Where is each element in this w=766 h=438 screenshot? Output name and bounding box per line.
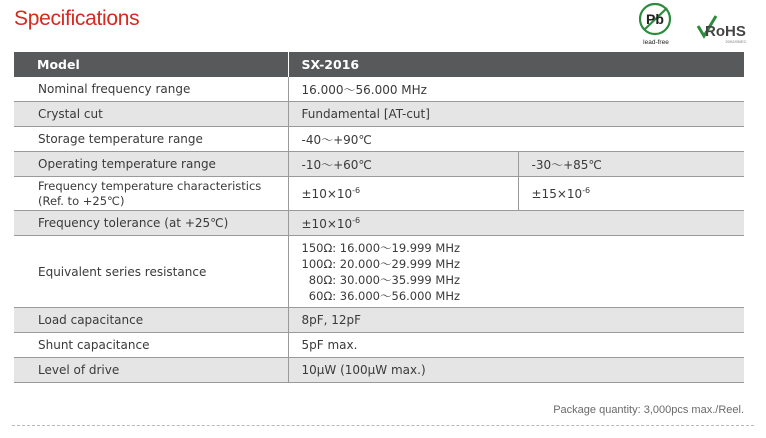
table-row (14, 152, 744, 177)
package-quantity-note: Package quantity: 3,000pcs max./Reel. (553, 404, 744, 416)
row-value: Fundamental [AT-cut] (288, 102, 744, 127)
pb-logo-caption: lead-free (643, 39, 669, 46)
table-row (14, 77, 744, 102)
row-label: Operating temperature range (14, 152, 288, 177)
row-value: 16.000～56.000 MHz (288, 77, 744, 102)
row-label-line: Frequency temperature characteristics (38, 178, 262, 193)
value-base: ±15×10 (531, 187, 583, 201)
row-label: Shunt capacitance (14, 333, 288, 358)
certification-logos (632, 2, 762, 46)
row-label: Nominal frequency range (14, 77, 288, 102)
row-value: 10μW (100μW max.) (288, 358, 744, 383)
row-label-line: (Ref. to +25℃) (38, 193, 125, 208)
row-value (288, 211, 744, 236)
table-row (14, 333, 744, 358)
table-row (14, 211, 744, 236)
row-value-alt (518, 177, 744, 211)
specifications-table (14, 52, 744, 383)
value-base: ±10×10 (301, 187, 353, 201)
table-row (14, 127, 744, 152)
page-title: Specifications (14, 7, 140, 30)
row-label: Level of drive (14, 358, 288, 383)
row-label: Storage temperature range (14, 127, 288, 152)
row-value: 8pF, 12pF (288, 308, 744, 333)
lead-free-icon (636, 2, 676, 46)
header-model-value: SX-2016 (288, 52, 744, 77)
row-label (14, 177, 288, 211)
table-row (14, 308, 744, 333)
row-value (288, 177, 518, 211)
value-exponent: -6 (352, 186, 361, 195)
value-exponent: -6 (352, 215, 361, 225)
esr-line: 80Ω: 30.000～35.999 MHz (301, 272, 461, 287)
esr-line: 60Ω: 36.000～56.000 MHz (301, 288, 461, 303)
esr-line: 100Ω: 20.000～29.999 MHz (301, 256, 461, 271)
row-label: Equivalent series resistance (14, 236, 288, 308)
table-row (14, 177, 744, 211)
row-value (288, 236, 744, 308)
row-value: -40～+90℃ (288, 127, 744, 152)
table-row (14, 102, 744, 127)
header-model-label: Model (14, 52, 288, 77)
value-base: ±10×10 (301, 216, 353, 231)
esr-line: 150Ω: 16.000～19.999 MHz (301, 240, 461, 255)
table-header-row (14, 52, 744, 77)
rohs-logo-text: RoHS (705, 23, 746, 40)
value-exponent: -6 (582, 186, 591, 195)
rohs-icon (696, 14, 758, 44)
rohs-logo-caption: 2002/95/EC (725, 39, 747, 44)
table-row (14, 236, 744, 308)
row-value-alt: -30～+85℃ (518, 152, 744, 177)
row-value: 5pF max. (288, 333, 744, 358)
table-row (14, 358, 744, 383)
row-label: Frequency tolerance (at +25℃) (14, 211, 288, 236)
row-label: Load capacitance (14, 308, 288, 333)
row-label: Crystal cut (14, 102, 288, 127)
dashed-divider (12, 425, 754, 426)
row-value: -10～+60℃ (288, 152, 518, 177)
pb-logo-text: Pb (646, 11, 664, 27)
